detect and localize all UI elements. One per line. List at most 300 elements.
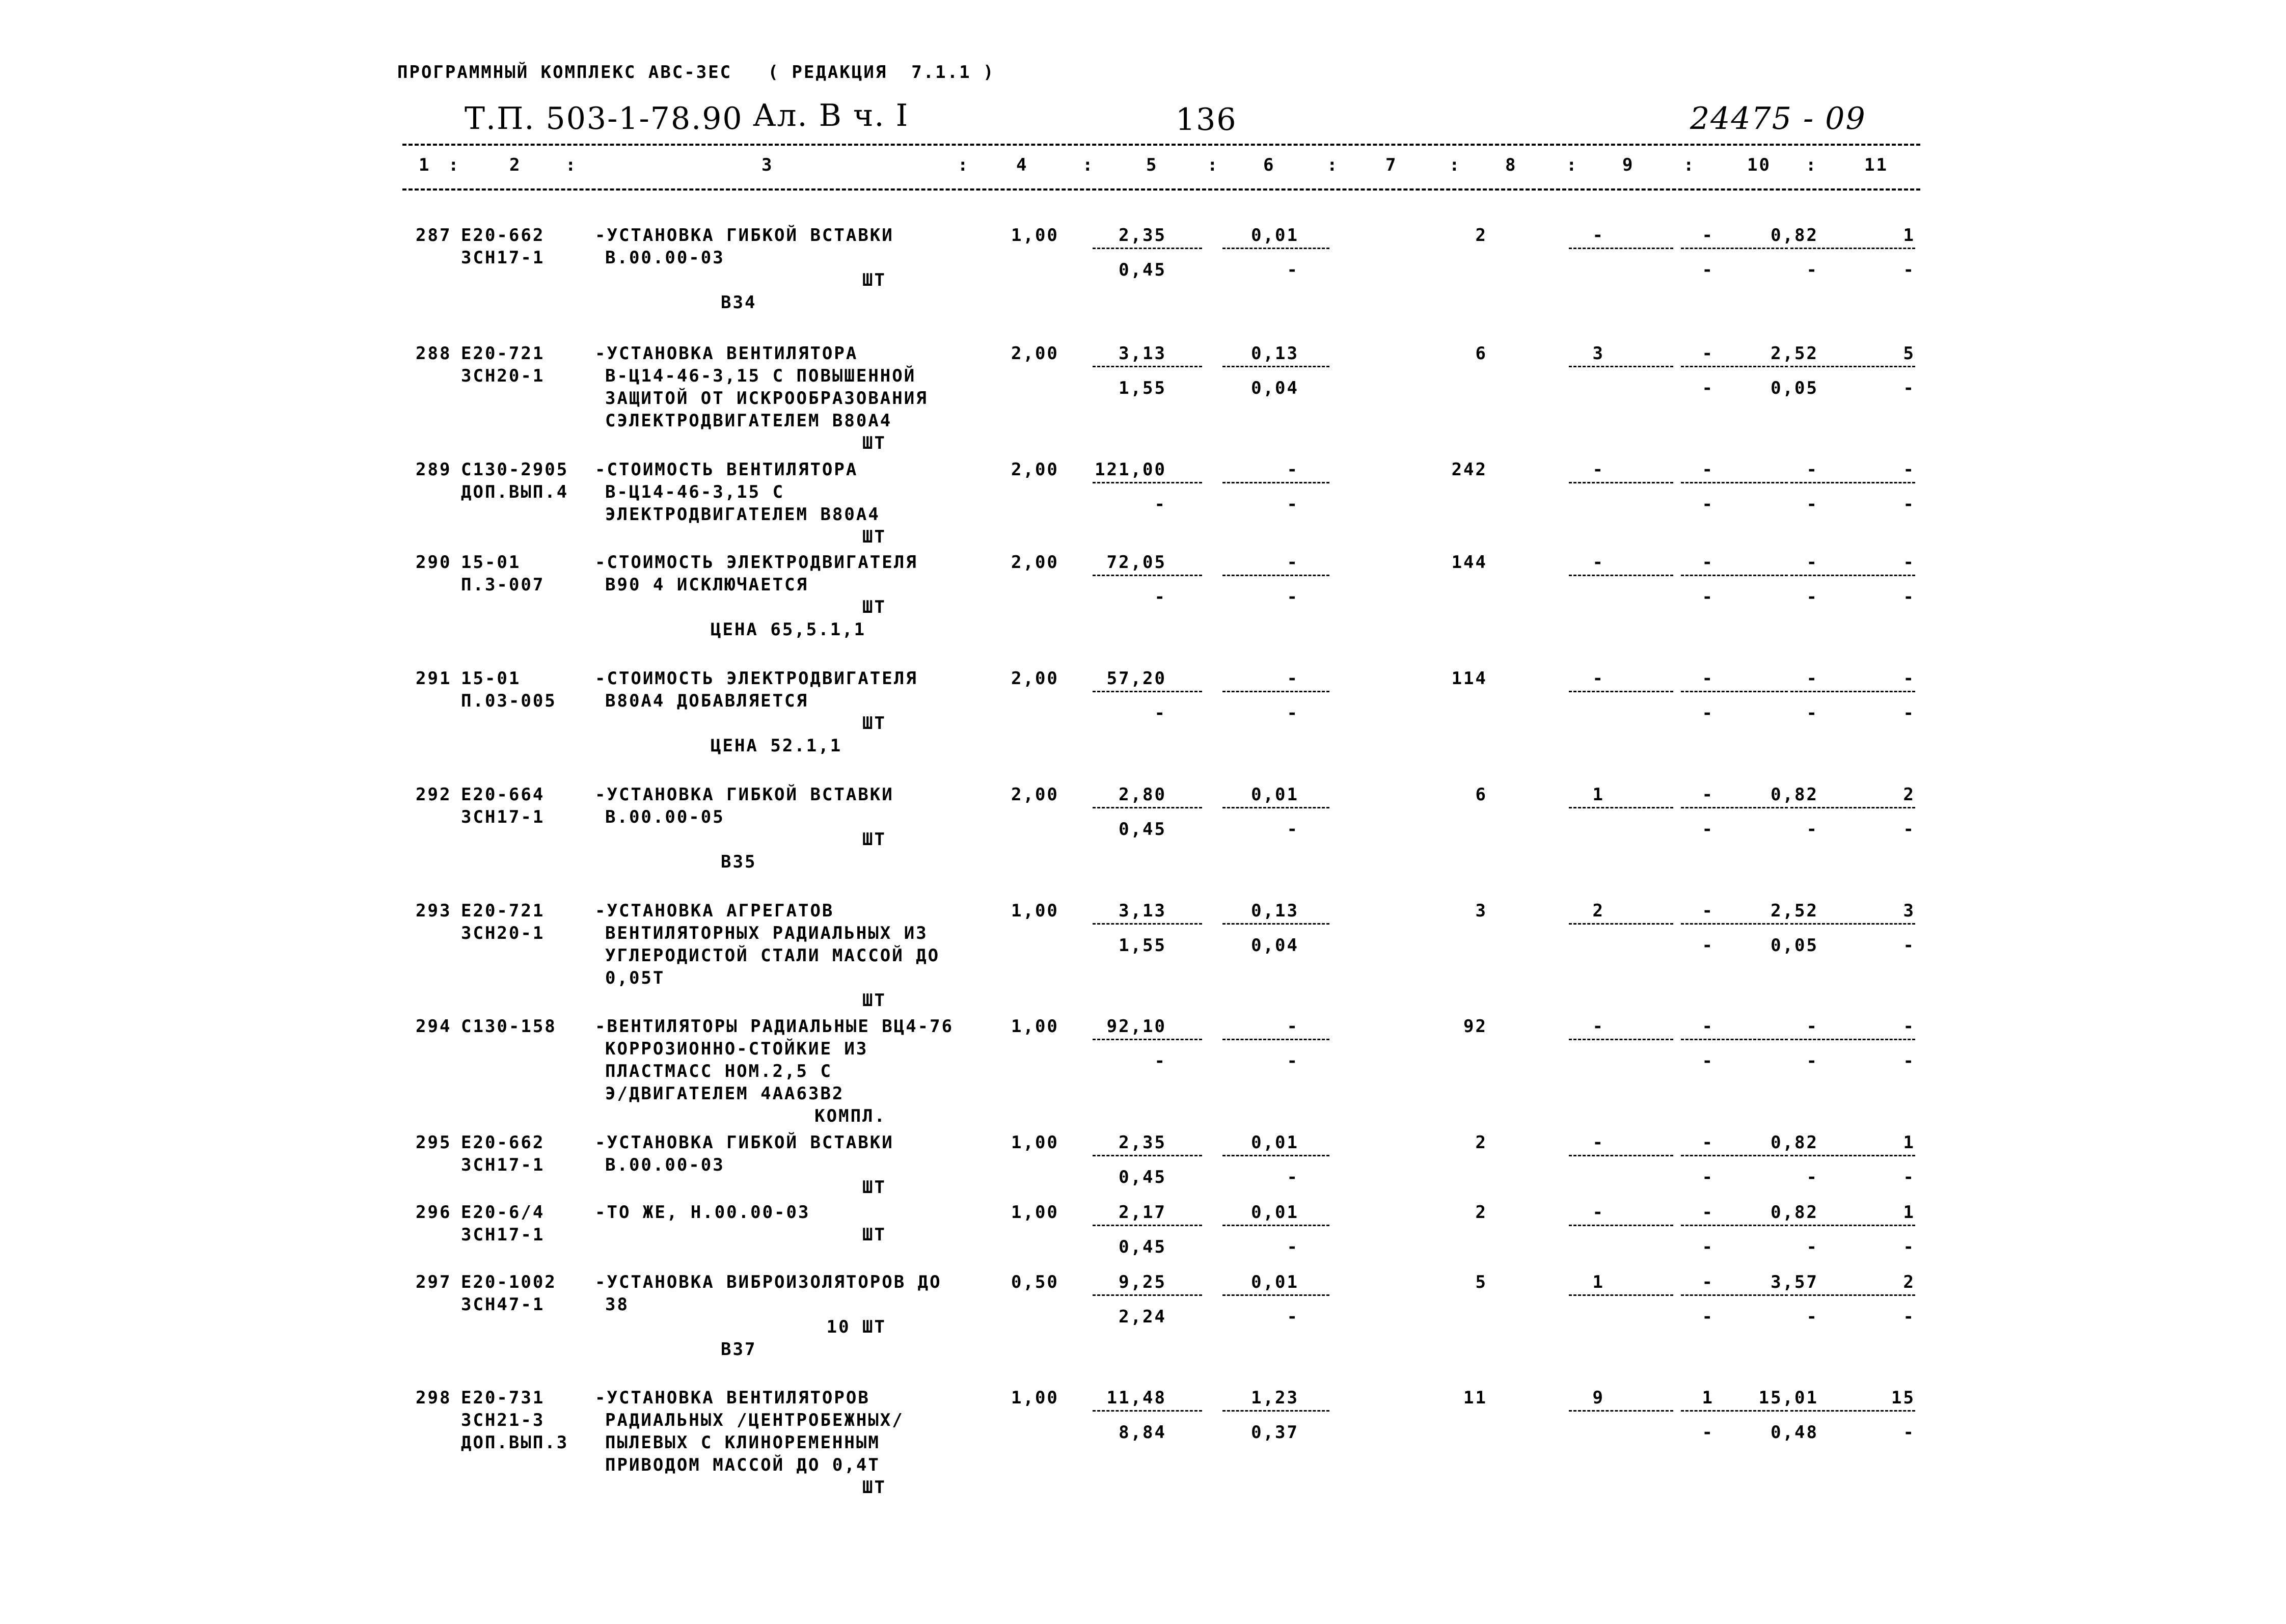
labor-total: - bbox=[1903, 668, 1915, 689]
wages-machine-unit: 0,04 bbox=[1251, 935, 1299, 956]
column-header-10: 10 bbox=[1747, 155, 1771, 175]
item-mark: ЦЕНА 52.1,1 bbox=[711, 736, 842, 756]
labor-unit: - bbox=[1806, 1016, 1818, 1037]
cell-separator bbox=[1093, 1225, 1202, 1226]
wages-total: - bbox=[1592, 1202, 1604, 1223]
cell-separator bbox=[1093, 575, 1202, 576]
page-number: 136 bbox=[1176, 102, 1237, 138]
cost-total: 2,17 bbox=[1119, 1202, 1166, 1223]
unit-of-measure: ШТ bbox=[862, 597, 886, 617]
work-description-line: СЭЛЕКТРОДВИГАТЕЛЕМ В80А4 bbox=[605, 411, 892, 431]
unit-of-measure: ШТ bbox=[862, 1177, 886, 1198]
cost-wages: 0,01 bbox=[1251, 784, 1299, 805]
column-header-5: 5 bbox=[1146, 155, 1158, 175]
work-description-line: УГЛЕРОДИСТОЙ СТАЛИ МАССОЙ ДО bbox=[605, 945, 940, 966]
cost-machine-unit: 8,84 bbox=[1119, 1422, 1166, 1443]
labor-unit: 2,52 bbox=[1771, 901, 1818, 921]
cost-total: 2,35 bbox=[1119, 1132, 1166, 1153]
cost-wages: 0,01 bbox=[1251, 1132, 1299, 1153]
labor-total: 1 bbox=[1903, 225, 1915, 246]
labor-unit: 0,82 bbox=[1771, 1202, 1818, 1223]
cell-separator bbox=[1093, 1294, 1202, 1296]
row-number: 290 bbox=[416, 552, 452, 573]
wages-total: 9 bbox=[1592, 1388, 1604, 1408]
cell-separator bbox=[1222, 923, 1329, 925]
cost-total: 9,25 bbox=[1119, 1272, 1166, 1292]
cost-wages: - bbox=[1287, 1016, 1299, 1037]
labor-machine-unit: - bbox=[1806, 1167, 1818, 1187]
cost-machine-unit: 1,55 bbox=[1119, 378, 1166, 398]
machine-wages: - bbox=[1702, 901, 1714, 921]
cell-separator bbox=[1681, 248, 1788, 249]
total-cost: 2 bbox=[1475, 1202, 1487, 1223]
inventory-number: 24475 - 09 bbox=[1690, 101, 1866, 137]
cost-total: 72,05 bbox=[1106, 552, 1166, 573]
cell-separator bbox=[1569, 1410, 1673, 1412]
total-cost: 6 bbox=[1475, 784, 1487, 805]
cell-separator bbox=[1681, 1039, 1788, 1040]
cost-machine-unit: 0,45 bbox=[1119, 1237, 1166, 1257]
norm-collection: ЗСН17-1 bbox=[461, 1155, 545, 1175]
cost-machine-unit: 0,45 bbox=[1119, 1167, 1166, 1187]
total-cost: 242 bbox=[1451, 459, 1487, 480]
doc-code: Т.П. 503-1-78.90 bbox=[465, 101, 743, 137]
cost-wages: 0,01 bbox=[1251, 1272, 1299, 1292]
item-mark: В37 bbox=[721, 1339, 757, 1360]
wages-total: 2 bbox=[1592, 901, 1604, 921]
cost-total: 57,20 bbox=[1106, 668, 1166, 689]
labor-machine-total: - bbox=[1903, 703, 1915, 723]
norm-code: С130-158 bbox=[461, 1016, 557, 1037]
unit-of-measure: ШТ bbox=[862, 990, 886, 1011]
work-description-line: -УСТАНОВКА ВИБРОИЗОЛЯТОРОВ ДО bbox=[595, 1272, 942, 1292]
cost-wages: - bbox=[1287, 459, 1299, 480]
item-mark: ЦЕНА 65,5.1,1 bbox=[711, 619, 866, 640]
labor-machine-total: - bbox=[1903, 1307, 1915, 1327]
column-separator: : bbox=[565, 155, 578, 175]
cell-separator bbox=[1222, 1294, 1329, 1296]
work-description-line: В.00.00-03 bbox=[605, 248, 725, 268]
column-header-11: 11 bbox=[1864, 155, 1888, 175]
cell-separator bbox=[1790, 248, 1915, 249]
labor-machine-total: - bbox=[1903, 935, 1915, 956]
machine-wages: - bbox=[1702, 225, 1714, 246]
unit-of-measure: ШТ bbox=[862, 829, 886, 850]
cell-separator bbox=[1790, 807, 1915, 808]
cell-separator bbox=[1681, 1155, 1788, 1156]
work-description-line: ПЛАСТМАСС НОМ.2,5 С bbox=[605, 1061, 832, 1081]
cell-separator bbox=[1681, 1294, 1788, 1296]
work-description-line: 38 bbox=[605, 1294, 629, 1315]
quantity: 1,00 bbox=[1011, 225, 1059, 246]
machine-wages: - bbox=[1702, 668, 1714, 689]
column-separator: : bbox=[448, 155, 460, 175]
unit-of-measure: ШТ bbox=[862, 713, 886, 734]
wages-machine-unit: - bbox=[1287, 260, 1299, 280]
row-number: 295 bbox=[416, 1132, 452, 1153]
cell-separator bbox=[1790, 575, 1915, 576]
wages-machine-unit: - bbox=[1287, 494, 1299, 515]
wages-machine-unit: - bbox=[1287, 703, 1299, 723]
row-number: 296 bbox=[416, 1202, 452, 1223]
unit-of-measure: ШТ bbox=[862, 433, 886, 453]
column-separator: : bbox=[1566, 155, 1579, 175]
norm-code: С130-2905 bbox=[461, 459, 569, 480]
column-header-1: 1 bbox=[419, 155, 431, 175]
cell-separator bbox=[1681, 575, 1788, 576]
norm-code: Е20-6/4 bbox=[461, 1202, 545, 1223]
cell-separator bbox=[1790, 691, 1915, 692]
labor-total: 15 bbox=[1891, 1388, 1915, 1408]
cell-separator bbox=[1093, 691, 1202, 692]
cell-separator bbox=[1222, 1155, 1329, 1156]
wages-machine-unit: 0,04 bbox=[1251, 378, 1299, 398]
column-header-9: 9 bbox=[1622, 155, 1635, 175]
labor-total: 3 bbox=[1903, 901, 1915, 921]
row-number: 293 bbox=[416, 901, 452, 921]
norm-collection: ЗСН17-1 bbox=[461, 248, 545, 268]
cell-separator bbox=[1681, 1225, 1788, 1226]
machine-labor: - bbox=[1702, 1237, 1714, 1257]
header-top-rule bbox=[402, 144, 1920, 146]
cell-separator bbox=[1222, 807, 1329, 808]
quantity: 2,00 bbox=[1011, 552, 1059, 573]
norm-code: Е20-664 bbox=[461, 784, 545, 805]
cost-wages: - bbox=[1287, 552, 1299, 573]
column-separator: : bbox=[1327, 155, 1339, 175]
labor-machine-unit: - bbox=[1806, 1237, 1818, 1257]
labor-total: 1 bbox=[1903, 1202, 1915, 1223]
cell-separator bbox=[1093, 1410, 1202, 1412]
cell-separator bbox=[1790, 1225, 1915, 1226]
machine-labor: - bbox=[1702, 378, 1714, 398]
wages-total: 1 bbox=[1592, 1272, 1604, 1292]
header-bottom-rule bbox=[402, 188, 1920, 191]
cost-machine-unit: - bbox=[1154, 587, 1166, 607]
cell-separator bbox=[1790, 1410, 1915, 1412]
wages-total: - bbox=[1592, 668, 1604, 689]
norm-code: Е20-662 bbox=[461, 1132, 545, 1153]
column-separator: : bbox=[1806, 155, 1818, 175]
norm-collection: ЗСН47-1 bbox=[461, 1294, 545, 1315]
work-description-line: -СТОИМОСТЬ ЭЛЕКТРОДВИГАТЕЛЯ bbox=[595, 668, 918, 689]
cost-wages: 1,23 bbox=[1251, 1388, 1299, 1408]
wages-total: - bbox=[1592, 459, 1604, 480]
cell-separator bbox=[1093, 1155, 1202, 1156]
labor-machine-unit: - bbox=[1806, 587, 1818, 607]
work-description-line: КОРРОЗИОННО-СТОЙКИЕ ИЗ bbox=[605, 1039, 868, 1059]
labor-machine-unit: - bbox=[1806, 1051, 1818, 1071]
cell-separator bbox=[1093, 482, 1202, 483]
labor-machine-total: - bbox=[1903, 587, 1915, 607]
labor-machine-unit: 0,48 bbox=[1771, 1422, 1818, 1443]
norm-code: 15-01 bbox=[461, 668, 521, 689]
labor-unit: 3,57 bbox=[1771, 1272, 1818, 1292]
labor-total: - bbox=[1903, 459, 1915, 480]
cell-separator bbox=[1569, 575, 1673, 576]
machine-wages: - bbox=[1702, 1016, 1714, 1037]
cost-wages: - bbox=[1287, 668, 1299, 689]
norm-collection: ЗСН20-1 bbox=[461, 366, 545, 386]
labor-total: 2 bbox=[1903, 1272, 1915, 1292]
row-number: 298 bbox=[416, 1388, 452, 1408]
cell-separator bbox=[1790, 1039, 1915, 1040]
cost-total: 92,10 bbox=[1106, 1016, 1166, 1037]
labor-unit: - bbox=[1806, 668, 1818, 689]
labor-machine-unit: - bbox=[1806, 494, 1818, 515]
cost-machine-unit: 1,55 bbox=[1119, 935, 1166, 956]
quantity: 2,00 bbox=[1011, 668, 1059, 689]
work-description-line: ПРИВОДОМ МАССОЙ ДО 0,4Т bbox=[605, 1455, 880, 1475]
cell-separator bbox=[1569, 1294, 1673, 1296]
labor-unit: 0,82 bbox=[1771, 1132, 1818, 1153]
work-description-line: В.00.00-03 bbox=[605, 1155, 725, 1175]
cell-separator bbox=[1093, 248, 1202, 249]
work-description-line: РАДИАЛЬНЫХ /ЦЕНТРОБЕЖНЫХ/ bbox=[605, 1410, 904, 1430]
labor-total: - bbox=[1903, 552, 1915, 573]
work-description-line: -УСТАНОВКА ГИБКОЙ ВСТАВКИ bbox=[595, 784, 894, 805]
quantity: 1,00 bbox=[1011, 1388, 1059, 1408]
labor-total: 1 bbox=[1903, 1132, 1915, 1153]
norm-code: Е20-1002 bbox=[461, 1272, 557, 1292]
total-cost: 2 bbox=[1475, 1132, 1487, 1153]
total-cost: 11 bbox=[1463, 1388, 1487, 1408]
labor-unit: - bbox=[1806, 459, 1818, 480]
labor-unit: 0,82 bbox=[1771, 784, 1818, 805]
wages-machine-unit: - bbox=[1287, 1167, 1299, 1187]
cost-wages: 0,01 bbox=[1251, 1202, 1299, 1223]
norm-code: Е20-731 bbox=[461, 1388, 545, 1408]
cost-total: 11,48 bbox=[1106, 1388, 1166, 1408]
machine-labor: - bbox=[1702, 260, 1714, 280]
labor-unit: - bbox=[1806, 552, 1818, 573]
cell-separator bbox=[1681, 1410, 1788, 1412]
machine-wages: 1 bbox=[1702, 1388, 1714, 1408]
machine-labor: - bbox=[1702, 703, 1714, 723]
cell-separator bbox=[1790, 923, 1915, 925]
wages-total: - bbox=[1592, 225, 1604, 246]
norm-collection: П.3-007 bbox=[461, 575, 545, 595]
unit-of-measure: ШТ bbox=[862, 1477, 886, 1498]
total-cost: 5 bbox=[1475, 1272, 1487, 1292]
program-title: ПРОГРАММНЫЙ КОМПЛЕКС АВС-3ЕС ( РЕДАКЦИЯ 7.1.1 ) bbox=[397, 62, 995, 83]
wages-machine-unit: - bbox=[1287, 1307, 1299, 1327]
row-number: 292 bbox=[416, 784, 452, 805]
item-mark: В35 bbox=[721, 852, 757, 872]
unit-of-measure: 10 ШТ bbox=[826, 1317, 886, 1337]
labor-machine-unit: - bbox=[1806, 1307, 1818, 1327]
cell-separator bbox=[1569, 482, 1673, 483]
labor-machine-total: - bbox=[1903, 260, 1915, 280]
row-number: 289 bbox=[416, 459, 452, 480]
cost-total: 2,80 bbox=[1119, 784, 1166, 805]
total-cost: 114 bbox=[1451, 668, 1487, 689]
labor-machine-total: - bbox=[1903, 1051, 1915, 1071]
work-description-line: -ВЕНТИЛЯТОРЫ РАДИАЛЬНЫЕ ВЦ4-76 bbox=[595, 1016, 954, 1037]
column-header-2: 2 bbox=[509, 155, 522, 175]
cost-total: 2,35 bbox=[1119, 225, 1166, 246]
work-description-line: Э/ДВИГАТЕЛЕМ 4АА63В2 bbox=[605, 1084, 845, 1104]
row-number: 291 bbox=[416, 668, 452, 689]
norm-code: Е20-721 bbox=[461, 901, 545, 921]
cell-separator bbox=[1569, 923, 1673, 925]
work-description-line: ЗАЩИТОЙ ОТ ИСКРООБРАЗОВАНИЯ bbox=[605, 388, 928, 409]
labor-unit: 15,01 bbox=[1758, 1388, 1818, 1408]
wages-machine-unit: - bbox=[1287, 1237, 1299, 1257]
cell-separator bbox=[1681, 482, 1788, 483]
column-header-4: 4 bbox=[1016, 155, 1028, 175]
wages-total: - bbox=[1592, 552, 1604, 573]
cell-separator bbox=[1222, 366, 1329, 367]
labor-machine-unit: - bbox=[1806, 703, 1818, 723]
cell-separator bbox=[1790, 482, 1915, 483]
machine-labor: - bbox=[1702, 1307, 1714, 1327]
norm-code: 15-01 bbox=[461, 552, 521, 573]
column-separator: : bbox=[1207, 155, 1219, 175]
cell-separator bbox=[1093, 923, 1202, 925]
work-description-line: -УСТАНОВКА ГИБКОЙ ВСТАВКИ bbox=[595, 1132, 894, 1153]
norm-collection: ЗСН21-3 bbox=[461, 1410, 545, 1430]
cost-total: 3,13 bbox=[1119, 343, 1166, 364]
unit-of-measure: ШТ bbox=[862, 1225, 886, 1245]
unit-of-measure: КОМПЛ. bbox=[814, 1106, 886, 1126]
cell-separator bbox=[1222, 1039, 1329, 1040]
cell-separator bbox=[1222, 1410, 1329, 1412]
labor-total: 2 bbox=[1903, 784, 1915, 805]
labor-total: - bbox=[1903, 1016, 1915, 1037]
work-description-line: -СТОИМОСТЬ ЭЛЕКТРОДВИГАТЕЛЯ bbox=[595, 552, 918, 573]
quantity: 1,00 bbox=[1011, 901, 1059, 921]
labor-machine-total: - bbox=[1903, 1237, 1915, 1257]
labor-machine-total: - bbox=[1903, 819, 1915, 840]
cost-machine-unit: - bbox=[1154, 703, 1166, 723]
cost-wages: 0,13 bbox=[1251, 343, 1299, 364]
total-cost: 2 bbox=[1475, 225, 1487, 246]
norm-collection: ДОП.ВЫП.4 bbox=[461, 482, 569, 502]
row-number: 294 bbox=[416, 1016, 452, 1037]
cell-separator bbox=[1222, 691, 1329, 692]
wages-machine-unit: - bbox=[1287, 819, 1299, 840]
total-cost: 144 bbox=[1451, 552, 1487, 573]
total-cost: 6 bbox=[1475, 343, 1487, 364]
item-mark: В34 bbox=[721, 292, 757, 313]
cell-separator bbox=[1681, 691, 1788, 692]
cell-separator bbox=[1569, 1155, 1673, 1156]
total-cost: 92 bbox=[1463, 1016, 1487, 1037]
quantity: 2,00 bbox=[1011, 343, 1059, 364]
quantity: 2,00 bbox=[1011, 459, 1059, 480]
work-description-line: -ТО ЖЕ, Н.00.00-03 bbox=[595, 1202, 810, 1223]
cell-separator bbox=[1681, 807, 1788, 808]
wages-machine-unit: 0,37 bbox=[1251, 1422, 1299, 1443]
norm-supplement: ДОП.ВЫП.3 bbox=[461, 1432, 569, 1453]
unit-of-measure: ШТ bbox=[862, 527, 886, 547]
cell-separator bbox=[1790, 1294, 1915, 1296]
labor-machine-total: - bbox=[1903, 494, 1915, 515]
labor-machine-total: - bbox=[1903, 378, 1915, 398]
wages-total: 3 bbox=[1592, 343, 1604, 364]
labor-machine-unit: - bbox=[1806, 819, 1818, 840]
column-header-7: 7 bbox=[1385, 155, 1398, 175]
cell-separator bbox=[1222, 248, 1329, 249]
cost-machine-unit: 2,24 bbox=[1119, 1307, 1166, 1327]
cell-separator bbox=[1222, 1225, 1329, 1226]
row-number: 287 bbox=[416, 225, 452, 246]
cost-total: 121,00 bbox=[1095, 459, 1166, 480]
machine-wages: - bbox=[1702, 784, 1714, 805]
labor-machine-unit: - bbox=[1806, 260, 1818, 280]
cell-separator bbox=[1681, 366, 1788, 367]
total-cost: 3 bbox=[1475, 901, 1487, 921]
column-separator: : bbox=[1683, 155, 1696, 175]
quantity: 1,00 bbox=[1011, 1132, 1059, 1153]
machine-labor: - bbox=[1702, 819, 1714, 840]
labor-machine-total: - bbox=[1903, 1422, 1915, 1443]
quantity: 2,00 bbox=[1011, 784, 1059, 805]
machine-wages: - bbox=[1702, 459, 1714, 480]
machine-wages: - bbox=[1702, 343, 1714, 364]
cost-wages: 0,13 bbox=[1251, 901, 1299, 921]
machine-labor: - bbox=[1702, 1051, 1714, 1071]
cell-separator bbox=[1569, 1039, 1673, 1040]
wages-total: - bbox=[1592, 1132, 1604, 1153]
work-description-line: -УСТАНОВКА ВЕНТИЛЯТОРОВ bbox=[595, 1388, 870, 1408]
labor-machine-unit: 0,05 bbox=[1771, 378, 1818, 398]
row-number: 288 bbox=[416, 343, 452, 364]
wages-total: - bbox=[1592, 1016, 1604, 1037]
cost-wages: 0,01 bbox=[1251, 225, 1299, 246]
work-description-line: 0,05Т bbox=[605, 968, 665, 988]
cell-separator bbox=[1681, 923, 1788, 925]
labor-machine-total: - bbox=[1903, 1167, 1915, 1187]
column-header-8: 8 bbox=[1505, 155, 1517, 175]
work-description-line: В90 4 ИСКЛЮЧАЕТСЯ bbox=[605, 575, 808, 595]
machine-labor: - bbox=[1702, 935, 1714, 956]
quantity: 1,00 bbox=[1011, 1016, 1059, 1037]
cost-machine-unit: - bbox=[1154, 1051, 1166, 1071]
column-separator: : bbox=[1082, 155, 1095, 175]
cell-separator bbox=[1569, 248, 1673, 249]
machine-wages: - bbox=[1702, 552, 1714, 573]
norm-collection: ЗСН17-1 bbox=[461, 807, 545, 827]
wages-total: 1 bbox=[1592, 784, 1604, 805]
cost-machine-unit: 0,45 bbox=[1119, 260, 1166, 280]
cell-separator bbox=[1093, 1039, 1202, 1040]
cost-machine-unit: - bbox=[1154, 494, 1166, 515]
work-description-line: -УСТАНОВКА АГРЕГАТОВ bbox=[595, 901, 834, 921]
work-description-line: ЭЛЕКТРОДВИГАТЕЛЕМ В80А4 bbox=[605, 504, 880, 525]
machine-labor: - bbox=[1702, 1167, 1714, 1187]
norm-code: Е20-721 bbox=[461, 343, 545, 364]
work-description-line: В80А4 ДОБАВЛЯЕТСЯ bbox=[605, 691, 808, 711]
machine-labor: - bbox=[1702, 494, 1714, 515]
work-description-line: В-Ц14-46-3,15 С bbox=[605, 482, 785, 502]
column-header-3: 3 bbox=[761, 155, 774, 175]
norm-collection: ЗСН17-1 bbox=[461, 1225, 545, 1245]
norm-collection: П.03-005 bbox=[461, 691, 557, 711]
unit-of-measure: ШТ bbox=[862, 270, 886, 290]
album-label: Ал. В ч. I bbox=[753, 98, 909, 133]
cell-separator bbox=[1569, 807, 1673, 808]
machine-wages: - bbox=[1702, 1202, 1714, 1223]
norm-collection: ЗСН20-1 bbox=[461, 923, 545, 943]
work-description-line: -СТОИМОСТЬ ВЕНТИЛЯТОРА bbox=[595, 459, 858, 480]
column-separator: : bbox=[958, 155, 970, 175]
row-number: 297 bbox=[416, 1272, 452, 1292]
quantity: 1,00 bbox=[1011, 1202, 1059, 1223]
column-header-6: 6 bbox=[1263, 155, 1275, 175]
machine-wages: - bbox=[1702, 1132, 1714, 1153]
